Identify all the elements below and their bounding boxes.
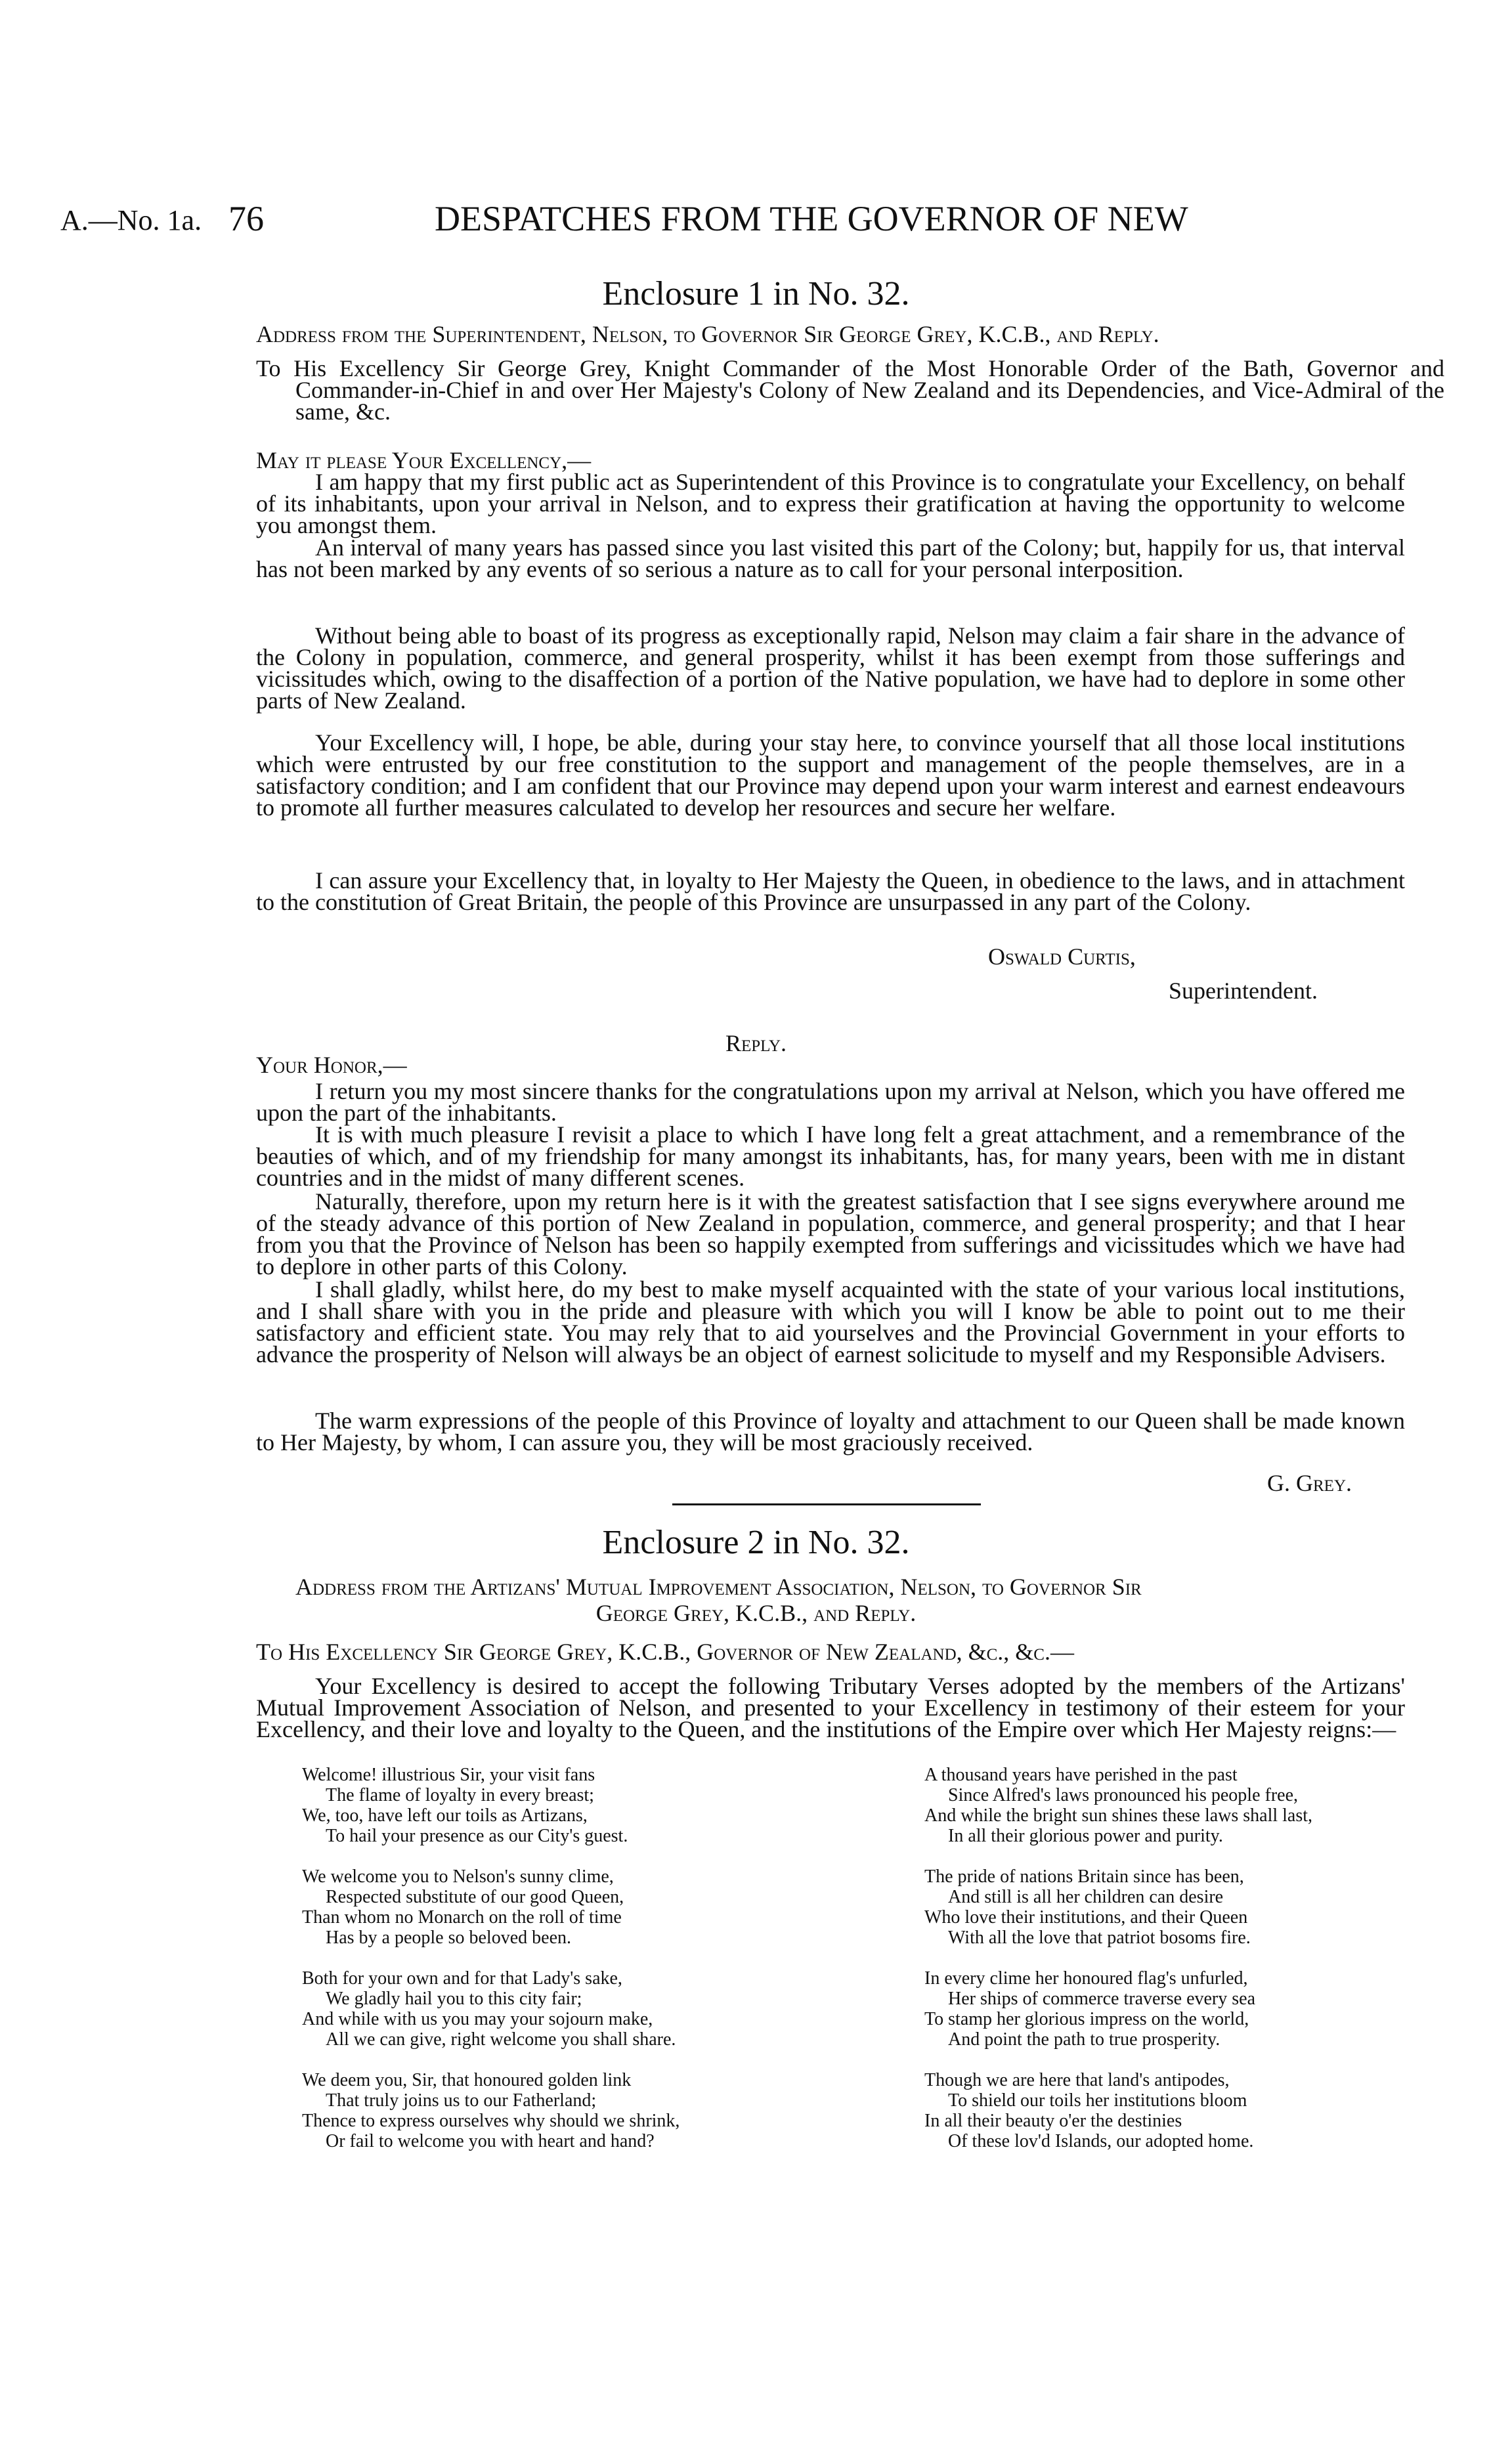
reply-paragraph: It is with much pleasure I revisit a place to which I have long felt a great attachment, and a remembrance of the beauties of which, and of my friendship for many amongst its inhabitants, has, for many years, been with me in distant countries and in the midst of many different scenes.	[256, 1121, 1405, 1191]
address-paragraph: Without being able to boast of its progress as exceptionally rapid, Nelson may claim a fair share in the advance of the Colony in population, commerce, and general prosperity, whilst it has been exempt from those sufferings and vicissitudes which, owing to the disaffection of a portion of the Native population, we have had to deplore in some other parts of New Zealand.	[256, 622, 1405, 714]
enclosure-1-heading: Address from the Superintendent, Nelson, to Governor Sir George Grey, K.C.B., and Reply.	[256, 321, 1159, 347]
address-paragraph: I am happy that my first public act as Superintendent of this Province is to congratulate your Excellency, on behalf of its inhabitants, upon your arrival in Nelson, and to express their gratification at having the opportunity to welcome you amongst them.	[256, 469, 1405, 538]
stanza	[302, 1968, 926, 2050]
verse-line: A thousand years have perished in the past	[924, 1765, 1238, 1785]
verse-line: Thence to express ourselves why should we shrink,	[302, 2111, 680, 2131]
verse-line: We welcome you to Nelson's sunny clime,	[302, 1866, 614, 1887]
reply-paragraph: The warm expressions of the people of this Province of loyalty and attachment to our Queen shall be made known to Her Majesty, by whom, I can assure you, they will be most graciously received.	[256, 1408, 1405, 1455]
verse-line: Than whom no Monarch on the roll of time	[302, 1907, 622, 1928]
verse-line: And still is all her children can desire	[948, 1887, 1224, 1907]
signature-name: Oswald Curtis,	[988, 943, 1136, 970]
verse-column-left	[302, 1765, 926, 2151]
page-number: 76	[228, 199, 264, 238]
enclosure-2-heading-line-2: George Grey, K.C.B., and Reply.	[595, 1600, 917, 1626]
enclosure-1-salutation: May it please Your Excellency,—	[256, 447, 592, 473]
verse-line: Who love their institutions, and their Queen	[924, 1907, 1248, 1928]
verse-line: Her ships of commerce traverse every sea	[948, 1989, 1256, 2009]
verse-line: Has by a people so beloved been.	[326, 1928, 571, 1948]
enclosure-2-heading-line-1: Address from the Artizans' Mutual Improvement Association, Nelson, to Governor Sir	[295, 1574, 1142, 1600]
verse-line: We deem you, Sir, that honoured golden link	[302, 2070, 632, 2090]
stanza	[924, 1968, 1463, 2050]
reply-salutation: Your Honor,—	[256, 1052, 407, 1078]
reply-paragraph: I return you my most sincere thanks for the congratulations upon my arrival at Nelson, which you have offered me upon the part of the inhabitants.	[256, 1078, 1405, 1126]
verse-column-right	[924, 1765, 1463, 2151]
verse-line: And while the bright sun shines these laws shall last,	[924, 1805, 1313, 1826]
section-divider	[672, 1503, 981, 1505]
stanza	[302, 2070, 926, 2151]
verse-line: With all the love that patriot bosoms fire.	[948, 1928, 1251, 1948]
reply-paragraph: I shall gladly, whilst here, do my best to make myself acquainted with the state of your various local institutions, and I shall share with you in the pride and pleasure with which you will I know be able to point out to me their satisfactory and efficient state. You may rely that to aid yourselves and the Provincial Government in your efforts to advance the prosperity of Nelson will always be an object of earnest solicitude to myself and my Responsible Advisers.	[256, 1276, 1405, 1368]
verse-line: The pride of nations Britain since has been,	[924, 1866, 1244, 1887]
verse-line: Both for your own and for that Lady's sake,	[302, 1968, 622, 1989]
paper-reference: A.—No. 1a.	[60, 204, 202, 236]
verse-line: The flame of loyalty in every breast;	[326, 1785, 594, 1805]
stanza	[924, 1765, 1463, 1846]
verse-line: Welcome! illustrious Sir, your visit fans	[302, 1765, 595, 1785]
verse-line: Or fail to welcome you with heart and hand?	[326, 2131, 655, 2151]
reply-signature: G. Grey.	[1267, 1470, 1352, 1496]
verse-line: In all their beauty o'er the destinies	[924, 2111, 1182, 2131]
address-paragraph: I can assure your Excellency that, in loyalty to Her Majesty the Queen, in obedience to the laws, and in attachment to the constitution of Great Britain, the people of this Province are unsurpassed in any part of the Colony.	[256, 867, 1405, 915]
verse-line: And point the path to true prosperity.	[948, 2029, 1220, 2050]
page-header	[0, 197, 1512, 243]
stanza	[302, 1765, 926, 1846]
address-paragraph: An interval of many years has passed since you last visited this part of the Colony; but, happily for us, that interval has not been marked by any events of so serious a nature as to call for your personal interposition.	[256, 534, 1405, 582]
stanza	[924, 2070, 1463, 2151]
verse-line: And while with us you may your sojourn make,	[302, 2009, 653, 2029]
verse-line: To stamp her glorious impress on the world,	[924, 2009, 1249, 2029]
verse-line: Respected substitute of our good Queen,	[326, 1887, 624, 1907]
reply-heading: Reply.	[725, 1030, 787, 1056]
stanza	[924, 1866, 1463, 1948]
verse-line: We gladly hail you to this city fair;	[326, 1989, 582, 2009]
signature-title: Superintendent.	[1169, 978, 1318, 1004]
reply-paragraph: Naturally, therefore, upon my return here is it with the greatest satisfaction that I see signs everywhere around me of the steady advance of this portion of New Zealand in population, commerce, and general prosperity; and that I hear from you that the Province of Nelson has been so happily exempted from sufferings and vicissitudes which we have had to deplore in other parts of this Colony.	[256, 1188, 1405, 1280]
enclosure-2-addressee: To His Excellency Sir George Grey, K.C.B., Governor of New Zealand, &c., &c.—	[256, 1639, 1074, 1665]
stanza	[302, 1866, 926, 1948]
verse-line: That truly joins us to our Fatherland;	[326, 2090, 597, 2111]
verse-line: Since Alfred's laws pronounced his people free,	[948, 1785, 1298, 1805]
verse-line: Of these lov'd Islands, our adopted home.	[948, 2131, 1254, 2151]
verse-line: We, too, have left our toils as Artizans,	[302, 1805, 588, 1826]
enclosure-2-title: Enclosure 2 in No. 32.	[602, 1524, 910, 1561]
enclosure-1-addressee: To His Excellency Sir George Grey, Knight Commander of the Most Honorable Order of the Bath, Governor and Commander-in-Chief in and over Her Majesty's Colony of New Zealand and its Dependencies, and Vice-Admiral of the same, &c.	[256, 355, 1444, 425]
running-title: DESPATCHES FROM THE GOVERNOR OF NEW	[435, 199, 1188, 238]
enclosure-1-title: Enclosure 1 in No. 32.	[602, 275, 910, 313]
verse-line: All we can give, right welcome you shall share.	[326, 2029, 676, 2050]
address-paragraph: Your Excellency will, I hope, be able, during your stay here, to convince yourself that all those local institutions which were entrusted by our free constitution to the support and management of the people themselves, are in a satisfactory condition; and I am confident that our Province may depend upon your warm interest and earnest endeavours to promote all further measures calculated to develop her resources and secure her welfare.	[256, 729, 1405, 821]
verse-line: To hail your presence as our City's guest.	[326, 1826, 628, 1846]
verse-line: Though we are here that land's antipodes,	[924, 2070, 1230, 2090]
verse-line: In every clime her honoured flag's unfurled,	[924, 1968, 1248, 1989]
enclosure-2-intro: Your Excellency is desired to accept the following Tributary Verses adopted by the members of the Artizans' Mutual Improvement Association of Nelson, and presented to your Excellency in testimony of their esteem for your Excellency, and their love and loyalty to the Queen, and the institutions of the Empire over which Her Majesty reigns:—	[256, 1673, 1405, 1742]
verse-line: In all their glorious power and purity.	[948, 1826, 1223, 1846]
verse-line: To shield our toils her institutions bloom	[948, 2090, 1247, 2111]
